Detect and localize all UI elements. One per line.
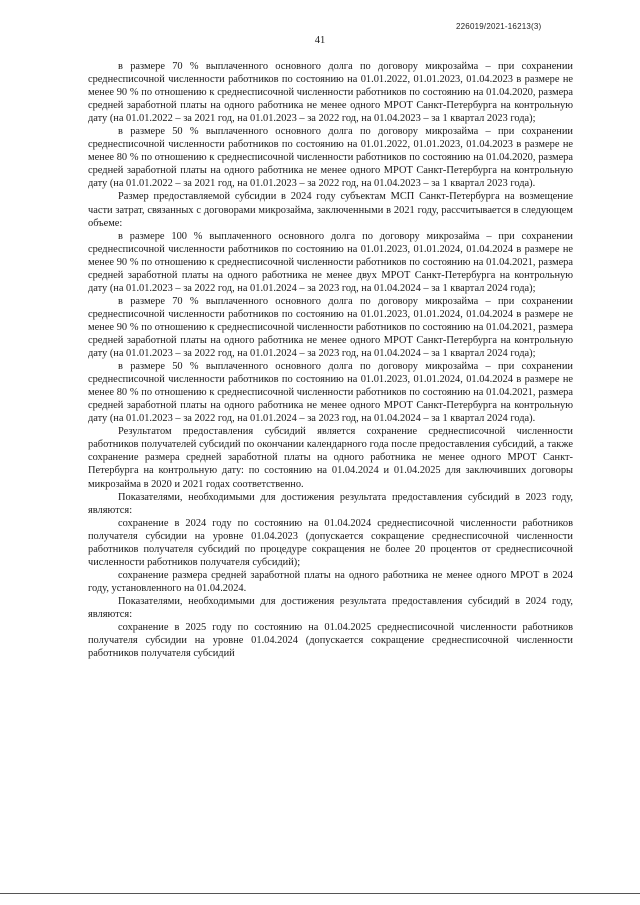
paragraph-70-percent-2023: в размере 70 % выплаченного основного долга по договору микрозайма – при сохранении среднесписочной численности работников по состоянию на 01.01.2022, 01.01.2023, 01.04.2023 в размере не менее 90 % по отношению к среднесписочной численности работников по состоянию на 01.04.2020, размера средней заработной платы на одного работника не менее одного МРОТ Санкт-Петербурга на контрольную дату (на 01.01.2022 – за 2021 год, на 01.01.2023 – за 2022 год, на 01.04.2023 – за 1 квартал 2023 года); (88, 61, 573, 125)
paragraph-indicators-2023: Показателями, необходимыми для достижения результата предоставления субсидий в 2023 году, являются: (88, 491, 573, 516)
document-id: 226019/2021-16213(3) (456, 22, 542, 31)
paragraph-50-percent-2024: в размере 50 % выплаченного основного долга по договору микрозайма – при сохранении среднесписочной численности работников по состоянию на 01.01.2023, 01.01.2024, 01.04.2024 в размере не менее 80 % по отношению к среднесписочной численности работников по состоянию на 01.04.2021, размера средней заработной платы на одного работника не менее одного МРОТ Санкт-Петербурга на контрольную дату (на 01.01.2023 – за 2022 год, на 01.01.2024 – за 2023 год, на 01.04.2024 – за 1 квартал 2024 года). (88, 361, 573, 425)
page-number: 41 (314, 35, 326, 46)
paragraph-headcount-2025: сохранение в 2025 году по состоянию на 01.04.2025 среднесписочной численности работников получателя субсидии на уровне 01.04.2024 (допускается сокращение среднесписочной численности работников получателя субсидий (88, 622, 573, 660)
paragraph-indicators-2024: Показателями, необходимыми для достижения результата предоставления субсидий в 2024 году, являются: (88, 595, 573, 620)
document-body (88, 60, 573, 660)
page-bottom-rule (0, 893, 640, 894)
paragraph-salary-2024: сохранение размера средней заработной платы на одного работника не менее одного МРОТ в 2024 году, установленного на 01.04.2024. (88, 569, 573, 594)
paragraph-50-percent-2023: в размере 50 % выплаченного основного долга по договору микрозайма – при сохранении среднесписочной численности работников по состоянию на 01.01.2022, 01.01.2023, 01.04.2023 в размере не менее 80 % по отношению к среднесписочной численности работников по состоянию на 01.04.2020, размера средней заработной платы на одного работника не менее одного МРОТ Санкт-Петербурга на контрольную дату (на 01.01.2022 – за 2021 год, на 01.01.2023 – за 2022 год, на 01.04.2023 – за 1 квартал 2023 года). (88, 126, 573, 190)
paragraph-100-percent-2024: в размере 100 % выплаченного основного долга по договору микрозайма – при сохранении среднесписочной численности работников по состоянию на 01.01.2023, 01.01.2024, 01.04.2024 в размере не менее 90 % по отношению к среднесписочной численности работников по состоянию на 01.04.2021, размера средней заработной платы на одного работника не менее двух МРОТ Санкт-Петербурга на контрольную дату (на 01.01.2023 – за 2022 год, на 01.01.2024 – за 2023 год, на 01.04.2024 – за 1 квартал 2024 года); (88, 230, 573, 294)
paragraph-headcount-2024: сохранение в 2024 году по состоянию на 01.04.2024 среднесписочной численности работников получателя субсидии на уровне 01.04.2023 (допускается сокращение среднесписочной численности работников получателя субсидий по процедуре сокращения не более 20 процентов от среднесписочной численности работников получателя субсидий); (88, 517, 573, 568)
paragraph-result: Результатом предоставления субсидий является сохранение среднесписочной численности работников получателей субсидий по окончании календарного года после предоставления субсидий, а также сохранение размера средней заработной платы на одного работника не менее одного МРОТ Санкт-Петербурга на контрольную дату: по состоянию на 01.04.2024 и 01.04.2025 для заключивших договоры микрозайма в 2020 и 2021 годах соответственно. (88, 426, 573, 490)
paragraph-70-percent-2024: в размере 70 % выплаченного основного долга по договору микрозайма – при сохранении среднесписочной численности работников по состоянию на 01.01.2023, 01.01.2024, 01.04.2024 в размере не менее 90 % по отношению к среднесписочной численности работников по состоянию на 01.04.2021, размера средней заработной платы на одного работника не менее одного МРОТ Санкт-Петербурга на контрольную дату (на 01.01.2023 – за 2022 год, на 01.01.2024 – за 2023 год, на 01.04.2024 – за 1 квартал 2024 года); (88, 295, 573, 360)
paragraph-subsidy-2024-intro: Размер предоставляемой субсидии в 2024 году субъектам МСП Санкт-Петербурга на возмещение части затрат, связанных с договорами микрозайма, заключенными в 2021 году, рассчитывается в следующем объеме: (88, 191, 573, 229)
